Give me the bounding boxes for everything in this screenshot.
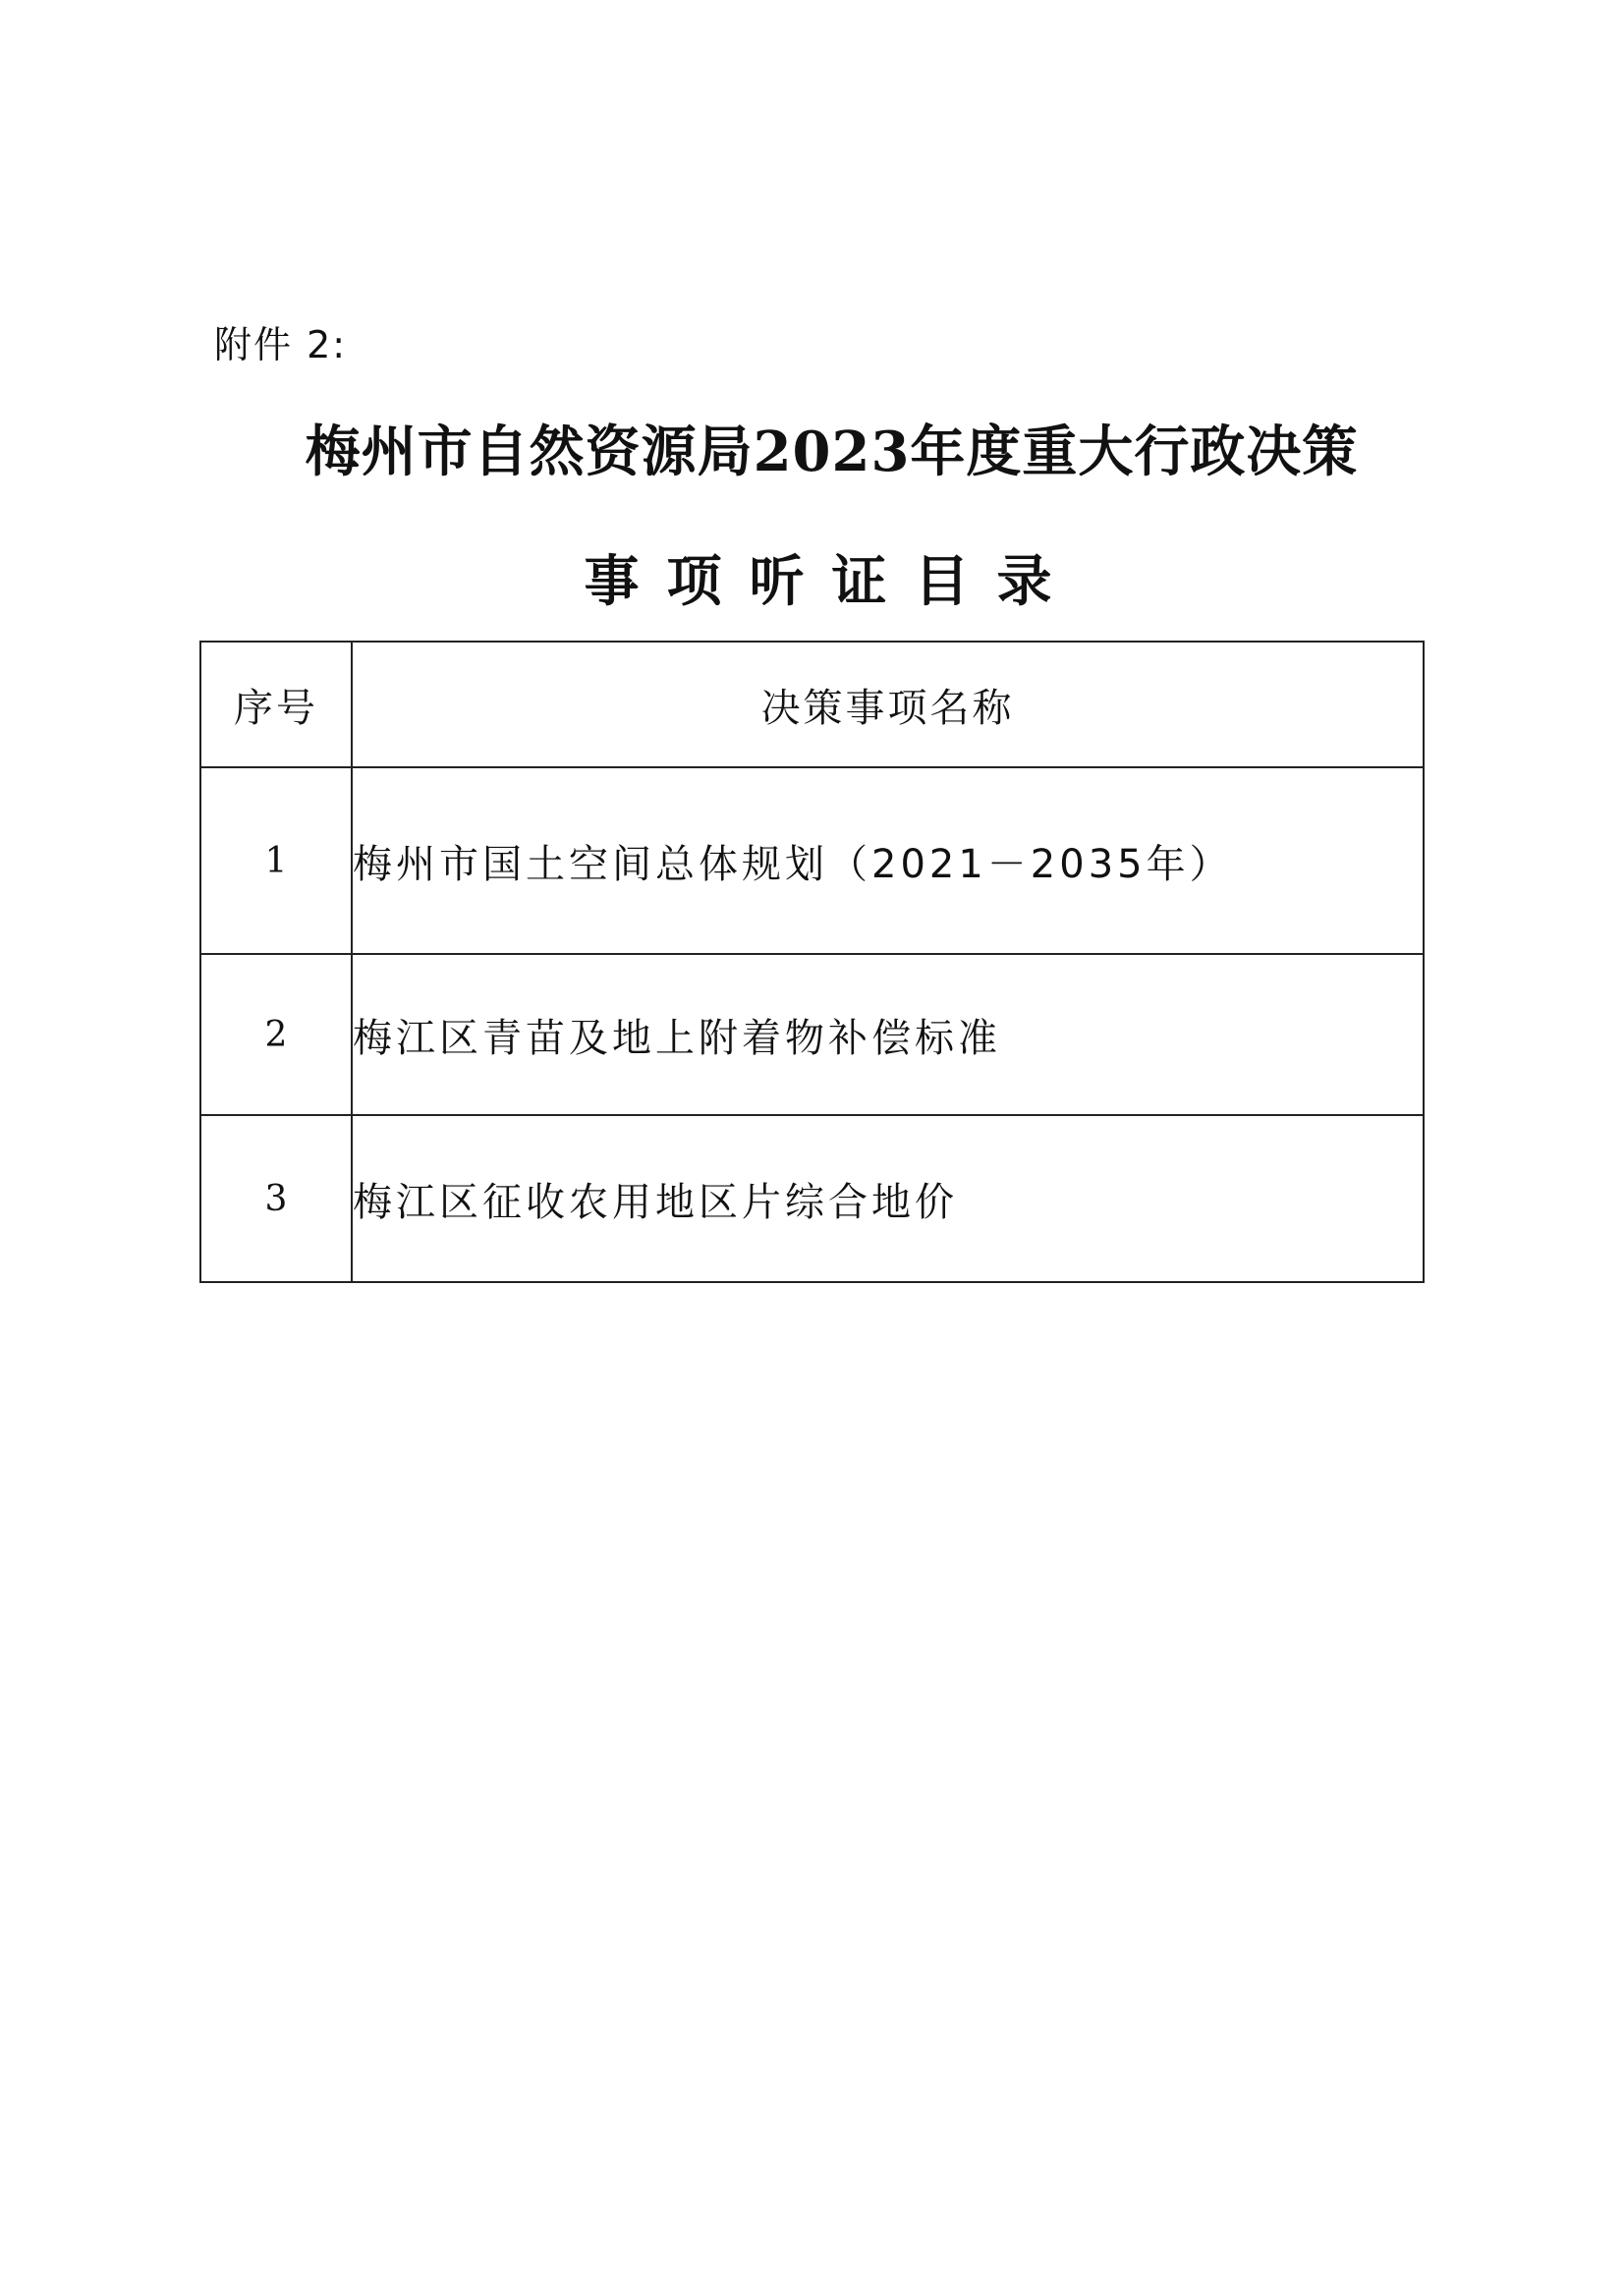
row-number: 3	[200, 1115, 352, 1282]
row-item-name: 梅江区青苗及地上附着物补偿标准	[352, 954, 1424, 1115]
row-number: 1	[200, 767, 352, 954]
attachment-label: 附件 2:	[214, 323, 348, 366]
row-item-name: 梅州市国土空间总体规划（2021－2035年）	[352, 767, 1424, 954]
table-row	[200, 1115, 1424, 1282]
table-row	[200, 954, 1424, 1115]
row-number: 2	[200, 954, 352, 1115]
table-header-row	[200, 642, 1424, 767]
row-item-name: 梅江区征收农用地区片综合地价	[352, 1115, 1424, 1282]
document-title-line-1: 梅州市自然资源局2023年度重大行政决策	[305, 420, 1359, 484]
header-number: 序号	[200, 642, 352, 767]
document-title-line-2: 事项听证目录	[584, 549, 1080, 614]
header-name: 决策事项名称	[352, 642, 1424, 767]
hearing-items-table	[199, 641, 1425, 1283]
table-row	[200, 767, 1424, 954]
